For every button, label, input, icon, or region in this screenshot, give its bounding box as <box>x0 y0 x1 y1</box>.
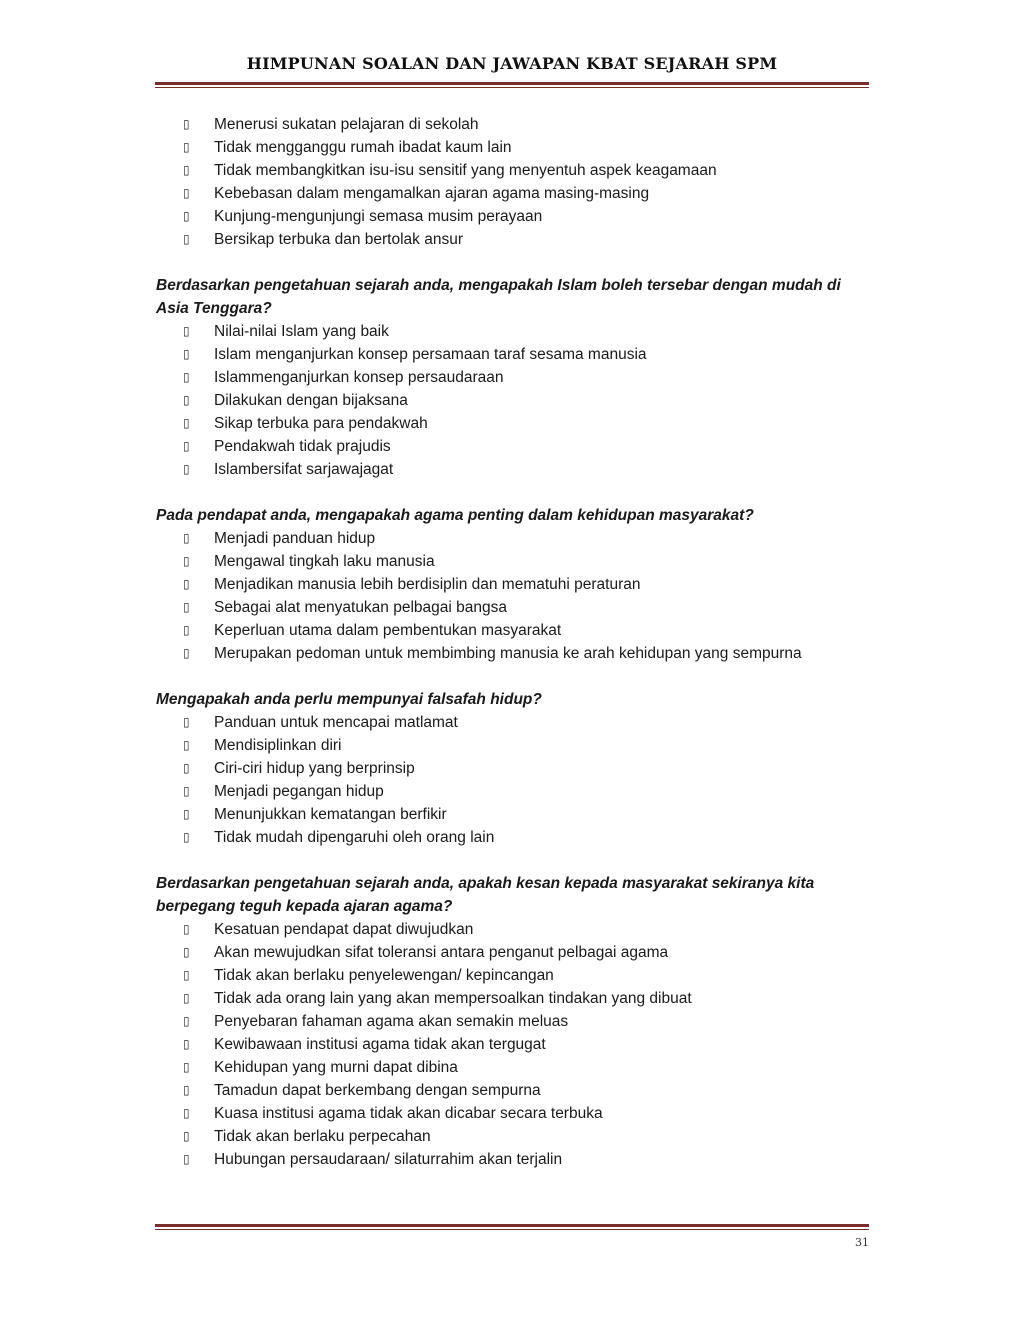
answer-item <box>156 1102 846 1125</box>
answer-item <box>156 435 846 458</box>
answer-item <box>156 389 846 412</box>
answer-list <box>156 113 846 251</box>
bullet-icon: ▯ <box>183 646 190 660</box>
page-number: 31 <box>855 1236 869 1249</box>
answer-list <box>156 320 846 481</box>
bullet-icon: ▯ <box>183 554 190 568</box>
bullet-icon: ▯ <box>183 784 190 798</box>
bullet-icon: ▯ <box>183 209 190 223</box>
answer-text: Nilai-nilai Islam yang baik <box>214 323 389 340</box>
answer-text: Mendisiplinkan diri <box>214 737 342 754</box>
answer-item <box>156 734 846 757</box>
bullet-icon: ▯ <box>183 1014 190 1028</box>
answer-item <box>156 228 846 251</box>
qa-section <box>156 274 846 481</box>
answer-text: Sikap terbuka para pendakwah <box>214 415 428 432</box>
bullet-icon: ▯ <box>183 600 190 614</box>
qa-section <box>156 504 846 665</box>
answer-text: Dilakukan dengan bijaksana <box>214 392 408 409</box>
answer-text: Kehidupan yang murni dapat dibina <box>214 1059 458 1076</box>
answer-item <box>156 205 846 228</box>
answer-text: Panduan untuk mencapai matlamat <box>214 714 458 731</box>
bullet-icon: ▯ <box>183 623 190 637</box>
answer-item <box>156 803 846 826</box>
answer-item <box>156 1125 846 1148</box>
answer-text: Penyebaran fahaman agama akan semakin meluas <box>214 1013 569 1030</box>
question-text: Pada pendapat anda, mengapakah agama penting dalam kehidupan masyarakat? <box>156 507 754 524</box>
answer-item <box>156 1010 846 1033</box>
answer-item <box>156 320 846 343</box>
answer-item <box>156 918 846 941</box>
answer-text: Tamadun dapat berkembang dengan sempurna <box>214 1082 541 1099</box>
bullet-icon: ▯ <box>183 922 190 936</box>
answer-text: Tidak mengganggu rumah ibadat kaum lain <box>214 139 512 156</box>
bullet-icon: ▯ <box>183 1152 190 1166</box>
answer-text: Hubungan persaudaraan/ silaturrahim akan terjalin <box>214 1151 563 1168</box>
answer-text: Menjadi panduan hidup <box>214 530 376 547</box>
footer-rule-thin <box>155 1229 869 1230</box>
bullet-icon: ▯ <box>183 186 190 200</box>
answer-item <box>156 711 846 734</box>
answer-text: Kewibawaan institusi agama tidak akan tergugat <box>214 1036 546 1053</box>
answer-text: Ciri-ciri hidup yang berprinsip <box>214 760 415 777</box>
answer-text: Menjadikan manusia lebih berdisiplin dan mematuhi peraturan <box>214 576 641 593</box>
bullet-icon: ▯ <box>183 738 190 752</box>
answer-text: Kesatuan pendapat dapat diwujudkan <box>214 921 474 938</box>
bullet-icon: ▯ <box>183 991 190 1005</box>
answer-item <box>156 826 846 849</box>
answer-text: Mengawal tingkah laku manusia <box>214 553 435 570</box>
bullet-icon: ▯ <box>183 324 190 338</box>
answer-item <box>156 1033 846 1056</box>
bullet-icon: ▯ <box>183 232 190 246</box>
answer-item <box>156 596 846 619</box>
answer-text: Sebagai alat menyatukan pelbagai bangsa <box>214 599 508 616</box>
answer-text: Islam menganjurkan konsep persamaan taraf sesama manusia <box>214 346 647 363</box>
answer-text: Kebebasan dalam mengamalkan ajaran agama masing-masing <box>214 185 650 202</box>
answer-text: Kunjung-mengunjungi semasa musim perayaan <box>214 208 543 225</box>
answer-item <box>156 642 846 665</box>
answer-item <box>156 366 846 389</box>
answer-item <box>156 113 846 136</box>
answer-item <box>156 458 846 481</box>
bullet-icon: ▯ <box>183 1037 190 1051</box>
bullet-icon: ▯ <box>183 830 190 844</box>
answer-item <box>156 987 846 1010</box>
answer-text: Kuasa institusi agama tidak akan dicabar secara terbuka <box>214 1105 603 1122</box>
bullet-icon: ▯ <box>183 968 190 982</box>
answer-list <box>156 918 846 1171</box>
bullet-icon: ▯ <box>183 117 190 131</box>
answer-item <box>156 757 846 780</box>
answer-item <box>156 1148 846 1171</box>
answer-text: Menerusi sukatan pelajaran di sekolah <box>214 116 479 133</box>
answer-item <box>156 964 846 987</box>
bullet-icon: ▯ <box>183 439 190 453</box>
bullet-icon: ▯ <box>183 462 190 476</box>
bullet-icon: ▯ <box>183 715 190 729</box>
question-text: Berdasarkan pengetahuan sejarah anda, apakah kesan kepada masyarakat sekiranya kita berpegang teguh kepada ajaran agama? <box>156 875 815 915</box>
answer-text: Akan mewujudkan sifat toleransi antara penganut pelbagai agama <box>214 944 669 961</box>
answer-list <box>156 711 846 849</box>
answer-text: Keperluan utama dalam pembentukan masyarakat <box>214 622 562 639</box>
answer-text: Menjadi pegangan hidup <box>214 783 384 800</box>
question-text: Mengapakah anda perlu mempunyai falsafah hidup? <box>156 691 542 708</box>
bullet-icon: ▯ <box>183 370 190 384</box>
bullet-icon: ▯ <box>183 1129 190 1143</box>
answer-item <box>156 159 846 182</box>
answer-text: Islambersifat sarjawajagat <box>214 461 394 478</box>
page-header <box>0 54 1024 74</box>
bullet-icon: ▯ <box>183 416 190 430</box>
qa-section <box>156 872 846 1171</box>
answer-text: Tidak ada orang lain yang akan mempersoalkan tindakan yang dibuat <box>214 990 692 1007</box>
answer-item <box>156 550 846 573</box>
answer-item <box>156 941 846 964</box>
bullet-icon: ▯ <box>183 807 190 821</box>
bullet-icon: ▯ <box>183 531 190 545</box>
answer-list <box>156 527 846 665</box>
answer-item <box>156 136 846 159</box>
bullet-icon: ▯ <box>183 140 190 154</box>
answer-item <box>156 1079 846 1102</box>
bullet-icon: ▯ <box>183 577 190 591</box>
qa-section <box>156 113 846 251</box>
answer-item <box>156 780 846 803</box>
document-title: HIMPUNAN SOALAN DAN JAWAPAN KBAT SEJARAH SPM <box>246 54 778 73</box>
bullet-icon: ▯ <box>183 761 190 775</box>
answer-text: Tidak akan berlaku perpecahan <box>214 1128 431 1145</box>
answer-text: Tidak mudah dipengaruhi oleh orang lain <box>214 829 495 846</box>
answer-text: Menunjukkan kematangan berfikir <box>214 806 447 823</box>
answer-text: Merupakan pedoman untuk membimbing manusia ke arah kehidupan yang sempurna <box>214 645 802 662</box>
footer-rule-thick <box>155 1224 869 1227</box>
answer-text: Islammenganjurkan konsep persaudaraan <box>214 369 504 386</box>
bullet-icon: ▯ <box>183 163 190 177</box>
bullet-icon: ▯ <box>183 945 190 959</box>
bullet-icon: ▯ <box>183 347 190 361</box>
qa-section <box>156 688 846 849</box>
answer-text: Tidak akan berlaku penyelewengan/ kepincangan <box>214 967 554 984</box>
answer-item <box>156 343 846 366</box>
answer-text: Bersikap terbuka dan bertolak ansur <box>214 231 464 248</box>
answer-item <box>156 573 846 596</box>
answer-text: Pendakwah tidak prajudis <box>214 438 391 455</box>
answer-item <box>156 412 846 435</box>
answer-item <box>156 527 846 550</box>
header-rule-thin <box>155 87 869 88</box>
answer-text: Tidak membangkitkan isu-isu sensitif yang menyentuh aspek keagamaan <box>214 162 717 179</box>
bullet-icon: ▯ <box>183 1060 190 1074</box>
answer-item <box>156 619 846 642</box>
answer-item <box>156 182 846 205</box>
bullet-icon: ▯ <box>183 1106 190 1120</box>
bullet-icon: ▯ <box>183 393 190 407</box>
bullet-icon: ▯ <box>183 1083 190 1097</box>
header-rule-thick <box>155 82 869 85</box>
answer-item <box>156 1056 846 1079</box>
document-body <box>156 113 846 1171</box>
question-text: Berdasarkan pengetahuan sejarah anda, mengapakah Islam boleh tersebar dengan mudah di Asia Tenggara? <box>156 277 841 317</box>
